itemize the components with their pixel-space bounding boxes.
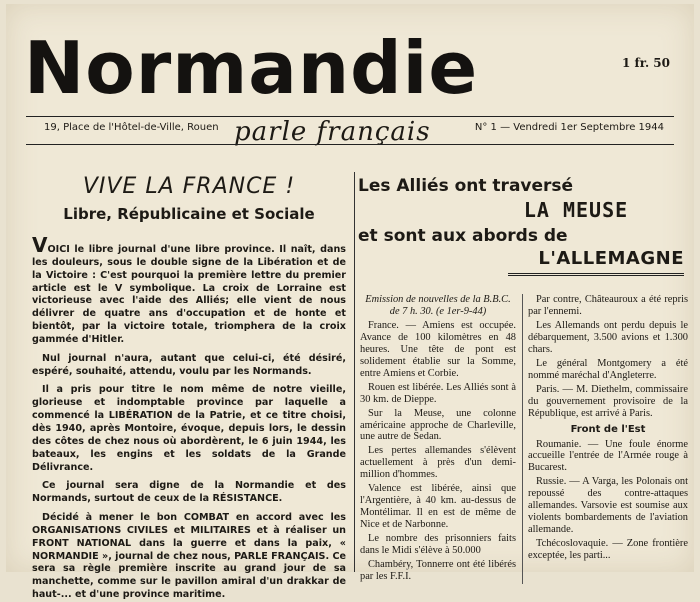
news-paragraph: Sur la Meuse, une colonne américaine approche de Charleville, une autre de Sedan. bbox=[360, 407, 516, 443]
editorial-heading: VIVE LA FRANCE ! bbox=[82, 174, 296, 199]
news-paragraph: Valence est libérée, ainsi que l'Argentière, à 40 km. au-dessus de Montélimar. Il en est de même de Nice et de Narbonne. bbox=[360, 483, 516, 531]
news-paragraph: France. — Amiens est occupée. Avance de 100 kilomètres en 48 heures. Une tête de pont est solidement établie sur la Somme, entre Amiens et Corbie. bbox=[360, 319, 516, 379]
news-column-divider bbox=[522, 294, 523, 584]
drop-cap: V bbox=[32, 233, 48, 257]
masthead-address: 19, Place de l'Hôtel-de-Ville, Rouen bbox=[44, 122, 219, 133]
editorial-paragraph: VOICI le libre journal d'une libre province. Il naît, dans les douleurs, sous le double signe de la Libération et de la Victoire : C'est pourquoi la première lettre du premier article est le V symbolique. La croix de Lorraine est victorieuse avec l'aide des Alliés; elle vient de nous délivrer de quatre ans d'occupation et de honte et bientôt, par la victoire totale, triomphera de la croix gammée d'Hitler. bbox=[32, 233, 346, 345]
news-paragraph: Le nombre des prisonniers faits dans le Midi s'élève à 50.000 bbox=[360, 533, 516, 557]
editorial-paragraph: Décidé à mener le bon COMBAT en accord avec les ORGANISATIONS CIVILES et MILITAIRES et à réaliser un FRONT NATIONAL dans la guerre et dans la paix, « NORMANDIE », journal de chez nous, PARLE FRANÇAIS. Ce sera sa règle première inscrite au grand jour de sa manchette, comme sur le pavillon amiral d'un drakkar de haut-... et d'une province maritime. bbox=[32, 512, 347, 601]
masthead-rule-bottom bbox=[26, 144, 674, 145]
news-paragraph: Par contre, Châteauroux a été repris par l'ennemi. bbox=[528, 294, 688, 317]
price-label: 1 fr. 50 bbox=[622, 56, 670, 70]
headline-underline bbox=[508, 273, 684, 276]
editorial-paragraph: Il a pris pour titre le nom même de notre vieille, glorieuse et indomptable province par laquelle a commencé la LIBÉRATION de la Patrie, et ce titre choisi, dès 1940, après Montoire, évoque, depuis lors, le dessin des côtes de chez nous où abordèrent, le 6 juin 1944, les bateaux, les engins et les soldats de la Grande Délivrance. bbox=[32, 384, 346, 473]
masthead-subtitle: parle français bbox=[234, 117, 431, 147]
newspaper-page bbox=[6, 4, 694, 601]
news-paragraph: Rouen est libérée. Les Alliés sont à 30 km. de Dieppe. bbox=[360, 381, 516, 405]
editorial-paragraph: Ce journal sera digne de la Normandie et des Normands, surtout de ceux de la RÉSISTANCE. bbox=[32, 480, 346, 505]
editorial-column bbox=[32, 174, 346, 602]
editorial-subheading: Libre, Républicaine et Sociale bbox=[63, 205, 315, 223]
masthead-title: Normandie bbox=[24, 26, 479, 110]
headline-line-1: Les Alliés ont traversé bbox=[358, 176, 574, 196]
headline-line-4: L'ALLEMAGNE bbox=[538, 248, 684, 269]
news-paragraph: Paris. — M. Diethelm, commissaire du gouvernement provisoire de la République, est arrivé à Paris. bbox=[528, 383, 688, 419]
news-paragraph: Les Allemands ont perdu depuis le débarquement, 3.500 avions et 1.300 chars. bbox=[528, 319, 688, 355]
section-title: Front de l'Est bbox=[570, 423, 646, 435]
news-column-1 bbox=[360, 294, 516, 585]
news-paragraph: Emission de nouvelles de la B.B.C. de 7 h. 30. (e 1er-9-44) bbox=[365, 294, 511, 317]
headline-line-2: LA MEUSE bbox=[523, 198, 629, 222]
editorial-paragraph: Nul journal n'aura, autant que celui-ci, été désiré, espéré, souhaité, attendu, voulu par les Normands. bbox=[32, 352, 346, 377]
news-paragraph: Chambéry, Tonnerre ont été libérés par les F.F.I. bbox=[360, 559, 516, 582]
news-paragraph: Le général Montgomery a été nommé maréchal d'Angleterre. bbox=[528, 357, 688, 381]
news-paragraph: Les pertes allemandes s'élèvent actuellement à près d'un demi-million d'hommes. bbox=[360, 445, 516, 481]
news-paragraph: Roumanie. — Une foule énorme accueille l'entrée de l'Armée rouge à Bucarest. bbox=[528, 438, 688, 474]
news-column-2 bbox=[528, 294, 688, 564]
issue-date: N° 1 — Vendredi 1er Septembre 1944 bbox=[474, 122, 664, 133]
news-paragraph: Russie. — A Varga, les Polonais ont repoussé des contre-attaques allemandes. Varsovie est soumise aux violents bombardements de l'aviation allemande. bbox=[528, 476, 688, 536]
news-headline bbox=[358, 176, 684, 282]
column-divider bbox=[354, 172, 355, 572]
news-paragraph: Tchécoslovaquie. — Zone frontière exceptée, les parti... bbox=[528, 538, 688, 562]
headline-line-3: et sont aux abords de bbox=[358, 226, 568, 246]
